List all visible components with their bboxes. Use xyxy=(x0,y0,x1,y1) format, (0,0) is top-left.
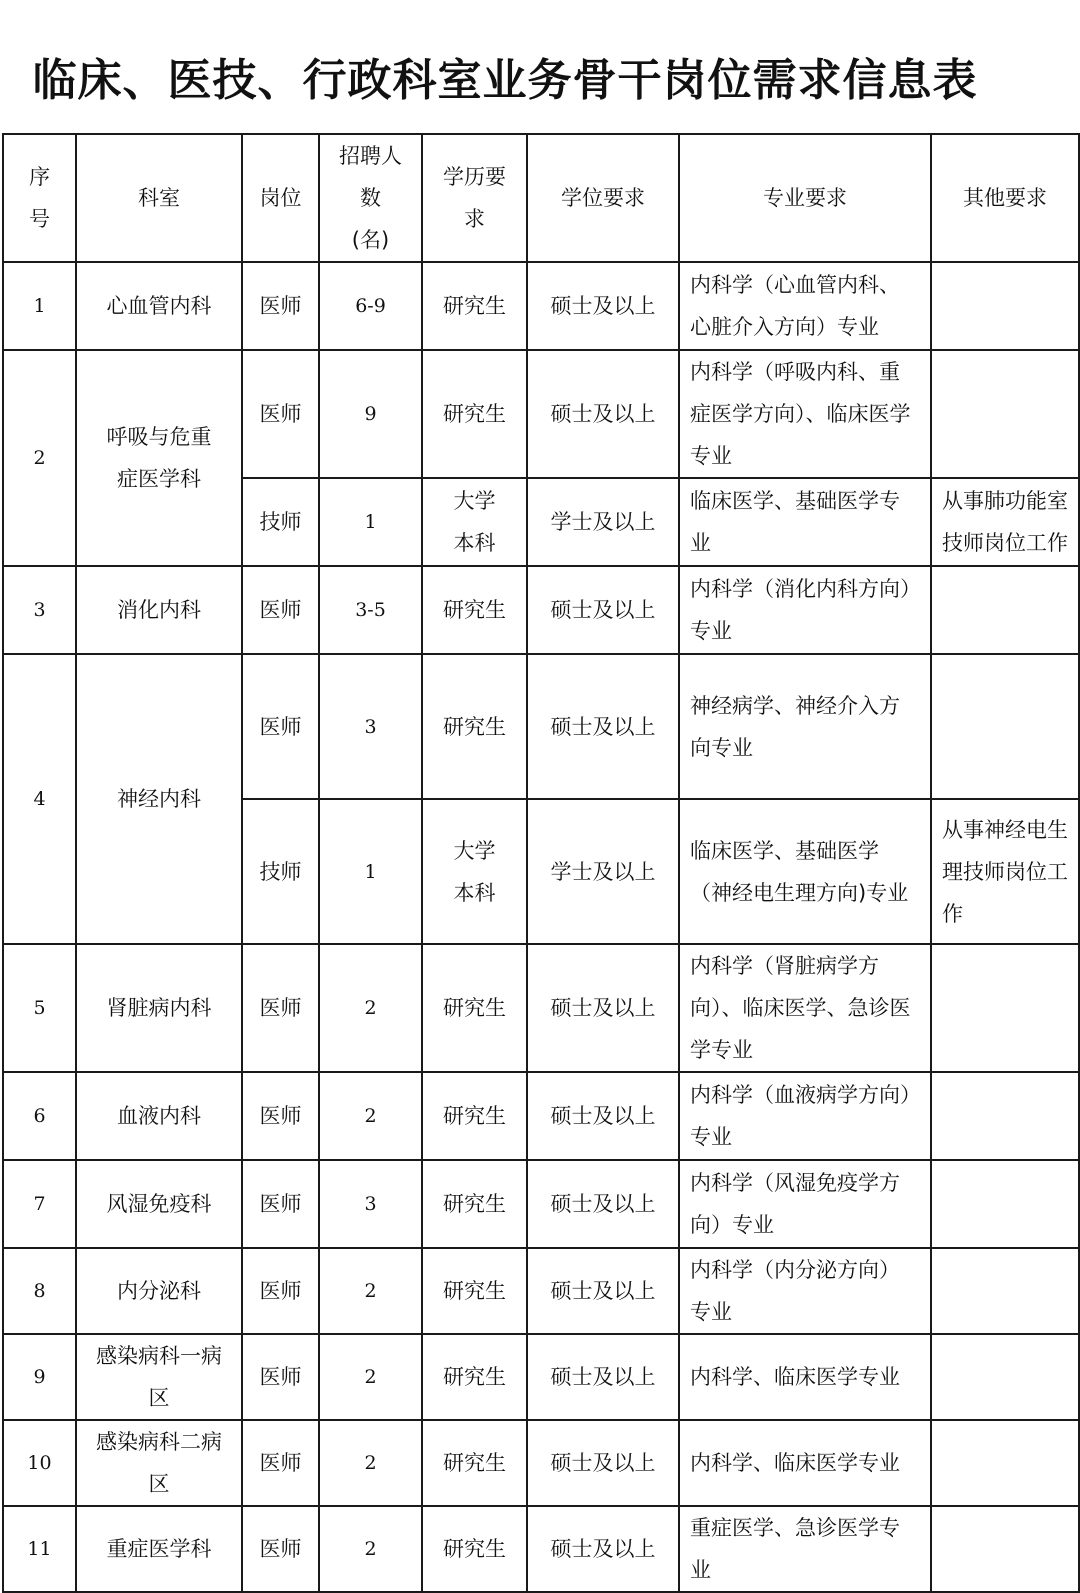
table-row xyxy=(3,1420,1079,1506)
header-post: 岗位 xyxy=(242,134,319,262)
major-cell: 内科学（风湿免疫学方向）专业 xyxy=(679,1160,931,1248)
dept-cell: 风湿免疫科 xyxy=(76,1160,242,1248)
major-cell: 内科学（消化内科方向）专业 xyxy=(679,566,931,654)
other-cell xyxy=(931,1160,1079,1248)
edu-cell: 研究生 xyxy=(422,1334,527,1420)
seq-cell: 5 xyxy=(3,944,76,1072)
seq-cell: 11 xyxy=(3,1506,76,1592)
post-cell: 医师 xyxy=(242,1160,319,1248)
edu-cell: 大学本科 xyxy=(422,478,527,566)
seq-cell: 7 xyxy=(3,1160,76,1248)
other-cell: 从事肺功能室技师岗位工作 xyxy=(931,478,1079,566)
table-row xyxy=(3,350,1079,478)
other-cell xyxy=(931,350,1079,478)
dept-cell: 消化内科 xyxy=(76,566,242,654)
table-row xyxy=(3,1160,1079,1248)
dept-cell: 神经内科 xyxy=(76,654,242,944)
count-cell: 6-9 xyxy=(319,262,422,350)
degree-cell: 硕士及以上 xyxy=(527,944,679,1072)
degree-cell: 硕士及以上 xyxy=(527,1160,679,1248)
count-cell: 1 xyxy=(319,799,422,944)
other-cell xyxy=(931,1072,1079,1160)
degree-cell: 硕士及以上 xyxy=(527,262,679,350)
dept-cell: 感染病科一病区 xyxy=(76,1334,242,1420)
count-cell: 2 xyxy=(319,944,422,1072)
table-row xyxy=(3,262,1079,350)
page-title: 临床、医技、行政科室业务骨干岗位需求信息表 xyxy=(32,55,978,106)
count-cell: 2 xyxy=(319,1420,422,1506)
degree-cell: 硕士及以上 xyxy=(527,1248,679,1334)
edu-cell: 研究生 xyxy=(422,1248,527,1334)
table-row xyxy=(3,1248,1079,1334)
major-cell: 神经病学、神经介入方向专业 xyxy=(679,654,931,799)
major-cell: 内科学、临床医学专业 xyxy=(679,1334,931,1420)
post-cell: 医师 xyxy=(242,566,319,654)
edu-cell: 研究生 xyxy=(422,262,527,350)
degree-cell: 硕士及以上 xyxy=(527,654,679,799)
degree-cell: 硕士及以上 xyxy=(527,1506,679,1592)
post-cell: 技师 xyxy=(242,799,319,944)
count-cell: 2 xyxy=(319,1334,422,1420)
post-cell: 医师 xyxy=(242,944,319,1072)
seq-cell: 2 xyxy=(3,350,76,566)
other-cell xyxy=(931,1420,1079,1506)
count-cell: 3-5 xyxy=(319,566,422,654)
post-cell: 医师 xyxy=(242,262,319,350)
count-cell: 2 xyxy=(319,1072,422,1160)
other-cell xyxy=(931,1334,1079,1420)
edu-cell: 研究生 xyxy=(422,654,527,799)
header-count xyxy=(319,134,422,262)
degree-cell: 硕士及以上 xyxy=(527,1334,679,1420)
count-cell: 2 xyxy=(319,1248,422,1334)
position-requirements-table xyxy=(2,133,1080,1593)
seq-cell: 3 xyxy=(3,566,76,654)
edu-cell: 研究生 xyxy=(422,350,527,478)
edu-cell: 研究生 xyxy=(422,1506,527,1592)
dept-cell: 内分泌科 xyxy=(76,1248,242,1334)
major-cell: 内科学（心血管内科、心脏介入方向）专业 xyxy=(679,262,931,350)
major-cell: 临床医学、基础医学专业 xyxy=(679,478,931,566)
seq-cell: 9 xyxy=(3,1334,76,1420)
table-row xyxy=(3,1506,1079,1592)
header-count-line1: 招聘人数 xyxy=(339,144,402,210)
major-cell: 内科学、临床医学专业 xyxy=(679,1420,931,1506)
header-row xyxy=(3,134,1079,262)
degree-cell: 学士及以上 xyxy=(527,799,679,944)
major-cell: 内科学（内分泌方向）专业 xyxy=(679,1248,931,1334)
count-cell: 3 xyxy=(319,1160,422,1248)
seq-cell: 10 xyxy=(3,1420,76,1506)
seq-cell: 8 xyxy=(3,1248,76,1334)
table-row xyxy=(3,944,1079,1072)
other-cell xyxy=(931,262,1079,350)
post-cell: 医师 xyxy=(242,1072,319,1160)
edu-cell: 大学本科 xyxy=(422,799,527,944)
header-seq-label: 序号 xyxy=(29,165,50,231)
post-cell: 医师 xyxy=(242,1506,319,1592)
post-cell: 医师 xyxy=(242,1334,319,1420)
dept-cell: 肾脏病内科 xyxy=(76,944,242,1072)
post-cell: 技师 xyxy=(242,478,319,566)
major-cell: 内科学（肾脏病学方向）、临床医学、急诊医学专业 xyxy=(679,944,931,1072)
seq-cell: 6 xyxy=(3,1072,76,1160)
dept-cell: 血液内科 xyxy=(76,1072,242,1160)
dept-cell: 重症医学科 xyxy=(76,1506,242,1592)
table-row xyxy=(3,1072,1079,1160)
seq-cell: 1 xyxy=(3,262,76,350)
degree-cell: 硕士及以上 xyxy=(527,566,679,654)
header-count-line2: (名) xyxy=(351,228,390,252)
other-cell xyxy=(931,566,1079,654)
header-dept: 科室 xyxy=(76,134,242,262)
other-cell xyxy=(931,1506,1079,1592)
dept-cell: 感染病科二病区 xyxy=(76,1420,242,1506)
edu-cell: 研究生 xyxy=(422,1072,527,1160)
edu-cell: 研究生 xyxy=(422,566,527,654)
degree-cell: 硕士及以上 xyxy=(527,1072,679,1160)
dept-cell: 呼吸与危重症医学科 xyxy=(76,350,242,566)
post-cell: 医师 xyxy=(242,1248,319,1334)
post-cell: 医师 xyxy=(242,350,319,478)
count-cell: 9 xyxy=(319,350,422,478)
other-cell xyxy=(931,944,1079,1072)
major-cell: 临床医学、基础医学（神经电生理方向)专业 xyxy=(679,799,931,944)
major-cell: 内科学（血液病学方向）专业 xyxy=(679,1072,931,1160)
dept-cell: 心血管内科 xyxy=(76,262,242,350)
header-other: 其他要求 xyxy=(931,134,1079,262)
post-cell: 医师 xyxy=(242,654,319,799)
degree-cell: 学士及以上 xyxy=(527,478,679,566)
count-cell: 1 xyxy=(319,478,422,566)
other-cell: 从事神经电生理技师岗位工作 xyxy=(931,799,1079,944)
header-seq xyxy=(3,134,76,262)
header-edu: 学历要求 xyxy=(422,134,527,262)
edu-cell: 研究生 xyxy=(422,944,527,1072)
major-cell: 重症医学、急诊医学专业 xyxy=(679,1506,931,1592)
post-cell: 医师 xyxy=(242,1420,319,1506)
header-degree: 学位要求 xyxy=(527,134,679,262)
count-cell: 3 xyxy=(319,654,422,799)
degree-cell: 硕士及以上 xyxy=(527,1420,679,1506)
table-row xyxy=(3,566,1079,654)
seq-cell: 4 xyxy=(3,654,76,944)
edu-cell: 研究生 xyxy=(422,1160,527,1248)
edu-cell: 研究生 xyxy=(422,1420,527,1506)
degree-cell: 硕士及以上 xyxy=(527,350,679,478)
header-major: 专业要求 xyxy=(679,134,931,262)
major-cell: 内科学（呼吸内科、重症医学方向）、临床医学专业 xyxy=(679,350,931,478)
table-row xyxy=(3,654,1079,799)
other-cell xyxy=(931,1248,1079,1334)
other-cell xyxy=(931,654,1079,799)
count-cell: 2 xyxy=(319,1506,422,1592)
table-row xyxy=(3,1334,1079,1420)
